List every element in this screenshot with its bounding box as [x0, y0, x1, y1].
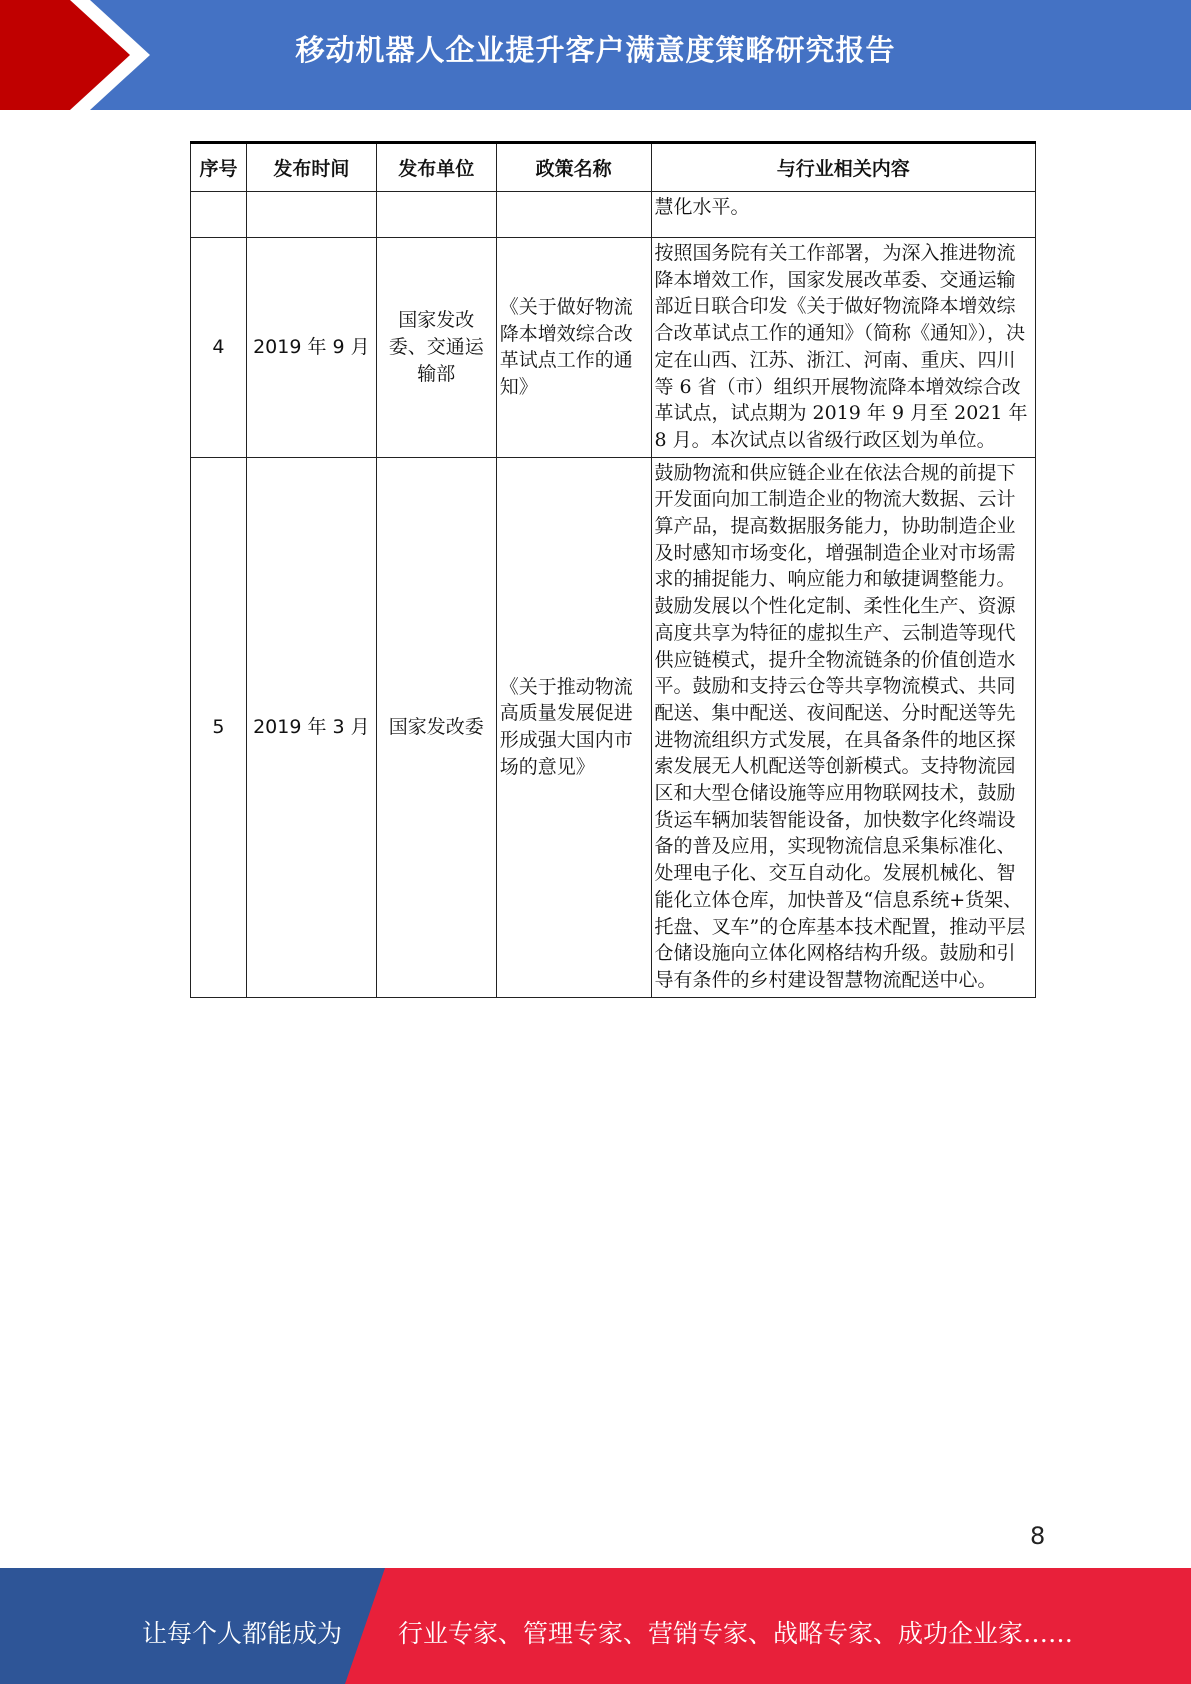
footer-slogan-right: 行业专家、管理专家、营销专家、战略专家、成功企业家…… — [398, 1619, 1074, 1648]
table-header-row — [191, 143, 1036, 192]
row-date: 2019 年 9 月 — [246, 238, 376, 458]
col-header-date: 发布时间 — [246, 143, 376, 192]
policy-table — [190, 141, 1036, 998]
row-index: 5 — [191, 457, 247, 997]
col-header-index: 序号 — [191, 143, 247, 192]
page-number: 8 — [1030, 1522, 1046, 1550]
row-policy-title: 《关于推动物流高质量发展促进形成强大国内市场的意见》 — [496, 457, 651, 997]
row-org: 国家发改委 — [376, 457, 496, 997]
row-index: 4 — [191, 238, 247, 458]
row-policy-title: 《关于做好物流降本增效综合改革试点工作的通知》 — [496, 238, 651, 458]
header-banner — [0, 0, 1191, 110]
table-row — [191, 238, 1036, 458]
content-cell: 慧化水平。 — [651, 192, 1036, 238]
table-row — [191, 457, 1036, 997]
row-content: 鼓励物流和供应链企业在依法合规的前提下开发面向加工制造企业的物流大数据、云计算产品，提高数据服务能力，协助制造企业及时感知市场变化，增强制造企业对市场需求的捕捉能力、响应能力和敏捷调整能力。鼓励发展以个性化定制、柔性化生产、资源高度共享为特征的虚拟生产、云制造等现代供应链模式，提升全物流链条的价值创造水平。鼓励和支持云仓等共享物流模式、共同配送、集中配送、夜间配送、分时配送等先进物流组织方式发展，在具备条件的地区探索发展无人机配送等创新模式。支持物流园区和大型仓储设施等应用物联网技术，鼓励货运车辆加装智能设备，加快数字化终端设备的普及应用，实现物流信息采集标准化、处理电子化、交互自动化。发展机械化、智能化立体仓库，加快普及“信息系统+货架、托盘、叉车”的仓库基本技术配置，推动平层仓储设施向立体化网格结构升级。鼓励和引导有条件的乡村建设智慧物流配送中心。 — [651, 457, 1036, 997]
col-header-policy: 政策名称 — [496, 143, 651, 192]
row-org: 国家发改委、交通运输部 — [376, 238, 496, 458]
row-content: 按照国务院有关工作部署，为深入推进物流降本增效工作，国家发展改革委、交通运输部近日联合印发《关于做好物流降本增效综合改革试点工作的通知》（简称《通知》），决定在山西、江苏、浙江、河南、重庆、四川等 6 省（市）组织开展物流降本增效综合改革试点，试点期为 2019 年 9 月至 2021 年 8 月。本次试点以省级行政区划为单位。 — [651, 238, 1036, 458]
table-row-continuation — [191, 192, 1036, 238]
col-header-org: 发布单位 — [376, 143, 496, 192]
footer-slogan-left: 让每个人都能成为 — [142, 1619, 343, 1648]
report-title: 移动机器人企业提升客户满意度策略研究报告 — [295, 33, 896, 67]
row-date: 2019 年 3 月 — [246, 457, 376, 997]
col-header-content: 与行业相关内容 — [651, 143, 1036, 192]
